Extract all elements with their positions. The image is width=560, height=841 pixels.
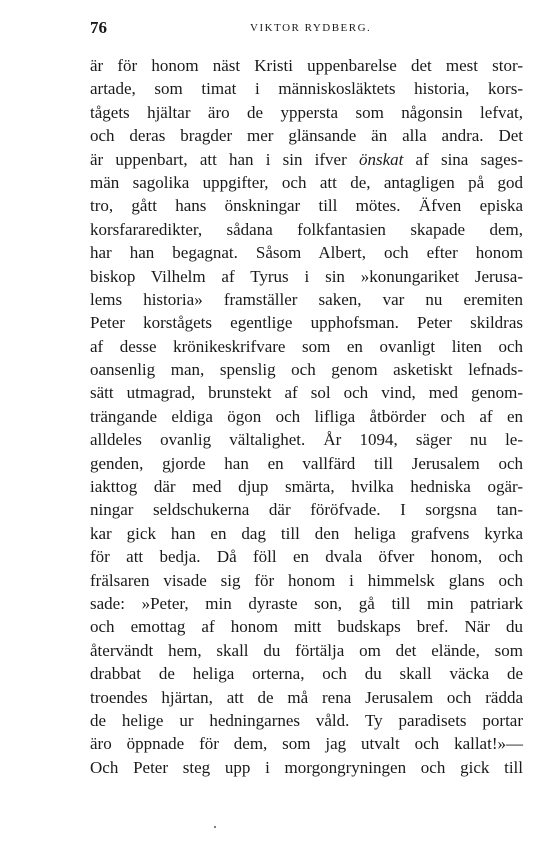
- text-line: artade, som timat i människosläktets historia, kors-: [90, 79, 523, 99]
- text-line: alldeles ovanlig vältalighet. År 1094, säger nu le-: [90, 430, 523, 450]
- text-line: är för honom näst Kristi uppenbarelse det mest stor-: [90, 56, 523, 75]
- text-line: sätt utmagrad, brunstekt af sol och vind, med genom-: [90, 383, 523, 403]
- print-speck: [214, 826, 216, 828]
- text-line: genden, gjorde han en vallfärd till Jerusalem och: [90, 453, 523, 473]
- text-line: korsfararedikter, sådana folkfantasien skapade dem,: [90, 219, 523, 239]
- text-line: tågets hjältar äro de yppersta som någonsin lefvat,: [90, 102, 523, 122]
- text-line: trängande eldiga ögon och lifliga åtbörder och af en: [90, 406, 523, 426]
- page-header: [90, 18, 520, 42]
- text-line: sade: »Peter, min dyraste son, gå till min patriark: [90, 593, 523, 613]
- text-segment: är uppenbart, att han i sin ifver: [90, 149, 359, 169]
- text-line: kar gick han en dag till den heliga grafvens kyrka: [90, 523, 523, 543]
- text-line: Och Peter steg upp i morgongryningen och gick till: [90, 757, 523, 777]
- text-line: återvändt hem, skall du förtälja om det elände, som: [90, 640, 523, 660]
- text-line: drabbat de heliga orterna, och du skall väcka de: [90, 664, 523, 684]
- page-number: 76: [90, 18, 107, 37]
- text-line: oansenlig man, spenslig och genom asketiskt lefnads-: [90, 360, 523, 380]
- text-line: iakttog där med djup smärta, hvilka hedniska ogär-: [90, 477, 523, 497]
- italic-word: önskat: [358, 149, 404, 169]
- text-line: biskop Vilhelm af Tyrus i sin »konungariket Jerusa-: [90, 266, 523, 286]
- text-line: lems historia» framställer saken, var nu eremiten: [90, 289, 523, 309]
- text-line: troendes hjärtan, att de må rena Jerusalem och rädda: [90, 687, 523, 707]
- text-line: män sagolika uppgifter, och att de, antagligen på god: [90, 172, 523, 192]
- running-head: VIKTOR RYDBERG.: [250, 22, 372, 34]
- text-line: för att bedja. Då föll en dvala öfver honom, och: [90, 547, 523, 567]
- text-line: [90, 148, 523, 171]
- text-line: frälsaren visade sig för honom i himmelsk glans och: [90, 570, 523, 590]
- text-line: och deras bragder mer glänsande än alla andra. Det: [90, 126, 523, 146]
- text-line: Peter korstågets egentlige upphofsman. Peter skildras: [90, 313, 523, 333]
- text-line: ningar seldschukerna där föröfvade. I sorgsna tan-: [90, 500, 523, 520]
- body-text: [90, 54, 523, 779]
- text-segment: af sina sages-: [403, 149, 524, 169]
- text-line: tro, gått hans önskningar till mötes. Äfven episka: [90, 196, 523, 216]
- text-line: och emottag af honom mitt budskaps bref. När du: [90, 617, 523, 637]
- text-line: äro öppnade för dem, som jag utvalt och kallat!»—: [90, 734, 523, 754]
- text-line: de helige ur hedningarnes våld. Ty paradisets portar: [90, 710, 523, 730]
- text-line: af desse krönikeskrifvare som en ovanligt liten och: [90, 336, 523, 356]
- text-line: har han begagnat. Såsom Albert, och efter honom: [90, 243, 523, 263]
